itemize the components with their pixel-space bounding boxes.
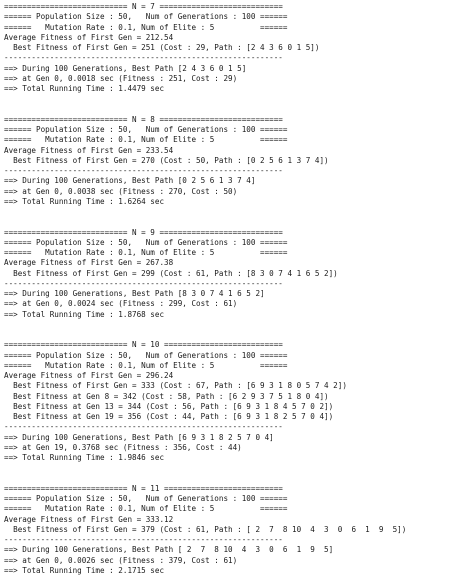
console-line: ==> at Gen 19, 0.3768 sec (Fitness : 356, Cost : 44) bbox=[4, 442, 242, 452]
console-line: ==> Total Running Time : 1.9846 sec bbox=[4, 453, 165, 462]
console-line: ==> at Gen 0, 0.0018 sec (Fitness : 251, Cost : 29) bbox=[4, 73, 238, 83]
console-line: =========================== N = 8 =========================== bbox=[4, 114, 283, 124]
console-line: =========================== N = 10 ========================== bbox=[4, 340, 283, 350]
console-line: ------------------------------------------------------------- bbox=[4, 53, 283, 63]
console-line: ==> Total Running Time : 2.1715 sec bbox=[4, 565, 165, 575]
console-line: Best Fitness at Gen 13 = 344 (Cost : 56, Path : [6 9 3 1 8 4 5 7 0 2]) bbox=[4, 401, 334, 411]
console-line: ====== Mutation Rate : 0.1, Num of Elite : 5 ====== bbox=[4, 504, 288, 514]
console-line: Average Fitness of First Gen = 333.12 bbox=[4, 514, 174, 524]
console-line: ==> During 100 Generations, Best Path [ 2 7 8 10 4 3 0 6 1 9 5] bbox=[4, 545, 334, 555]
console-line: ------------------------------------------------------------- bbox=[4, 422, 283, 432]
console-line: ==> Total Running Time : 1.8768 sec bbox=[4, 309, 165, 319]
console-line: ==> Total Running Time : 1.6264 sec bbox=[4, 196, 165, 206]
console-line: Best Fitness at Gen 8 = 342 (Cost : 58, Path : [6 2 9 3 7 5 1 8 0 4]) bbox=[4, 391, 329, 401]
console-line: Average Fitness of First Gen = 233.54 bbox=[4, 145, 174, 155]
console-line: ====== Mutation Rate : 0.1, Num of Elite : 5 ====== bbox=[4, 360, 288, 370]
console-line: ==> During 100 Generations, Best Path [6 9 3 1 8 2 5 7 0 4] bbox=[4, 432, 274, 442]
console-line: ==> During 100 Generations, Best Path [8 3 0 7 4 1 6 5 2] bbox=[4, 289, 265, 298]
console-line: Best Fitness of First Gen = 379 (Cost : 61, Path : [ 2 7 8 10 4 3 0 6 1 9 5]) bbox=[4, 524, 407, 534]
console-line: ====== Population Size : 50, Num of Generations : 100 ====== bbox=[4, 125, 288, 134]
console-line: =========================== N = 9 =========================== bbox=[4, 227, 283, 237]
console-line: ====== Mutation Rate : 0.1, Num of Elite : 5 ====== bbox=[4, 22, 288, 32]
console-line: ====== Mutation Rate : 0.1, Num of Elite : 5 ====== bbox=[4, 248, 288, 257]
console-line: Average Fitness of First Gen = 296.24 bbox=[4, 371, 174, 380]
console-line: ==> at Gen 0, 0.0038 sec (Fitness : 270, Cost : 50) bbox=[4, 186, 238, 196]
console-line: =========================== N = 11 ========================== bbox=[4, 483, 283, 493]
console-line: Best Fitness of First Gen = 333 (Cost : 67, Path : [6 9 3 1 8 0 5 7 4 2]) bbox=[4, 381, 347, 391]
console-line: Best Fitness of First Gen = 299 (Cost : 61, Path : [8 3 0 7 4 1 6 5 2]) bbox=[4, 268, 338, 278]
console-line: ------------------------------------------------------------- bbox=[4, 278, 283, 288]
console-line: ==> at Gen 0, 0.0024 sec (Fitness : 299, Cost : 61) bbox=[4, 299, 238, 309]
console-line: ------------------------------------------------------------- bbox=[4, 535, 283, 544]
console-line: ==> Total Running Time : 1.4479 sec bbox=[4, 84, 165, 93]
console-line: Best Fitness of First Gen = 251 (Cost : 29, Path : [2 4 3 6 0 1 5]) bbox=[4, 43, 320, 52]
console-line: ==> During 100 Generations, Best Path [2 4 3 6 0 1 5] bbox=[4, 63, 247, 73]
console-line: ====== Population Size : 50, Num of Generations : 100 ====== bbox=[4, 237, 288, 247]
console-line: ====== Mutation Rate : 0.1, Num of Elite : 5 ====== bbox=[4, 135, 288, 145]
console-line: ------------------------------------------------------------- bbox=[4, 166, 283, 175]
console-line: ==> at Gen 0, 0.0026 sec (Fitness : 379, Cost : 61) bbox=[4, 555, 238, 565]
console-line: ====== Population Size : 50, Num of Generations : 100 ====== bbox=[4, 494, 288, 503]
console-line: ==> During 100 Generations, Best Path [0 2 5 6 1 3 7 4] bbox=[4, 176, 256, 186]
console-line: Average Fitness of First Gen = 267.38 bbox=[4, 258, 174, 268]
console-line: =========================== N = 7 =========================== bbox=[4, 2, 283, 11]
console-line: Average Fitness of First Gen = 212.54 bbox=[4, 32, 174, 42]
console-line: ====== Population Size : 50, Num of Generations : 100 ====== bbox=[4, 350, 288, 360]
console-line: Best Fitness at Gen 19 = 356 (Cost : 44, Path : [6 9 3 1 8 2 5 7 0 4]) bbox=[4, 412, 334, 421]
console-line: ====== Population Size : 50, Num of Generations : 100 ====== bbox=[4, 12, 288, 22]
console-line: Best Fitness of First Gen = 270 (Cost : 50, Path : [0 2 5 6 1 3 7 4]) bbox=[4, 155, 329, 165]
